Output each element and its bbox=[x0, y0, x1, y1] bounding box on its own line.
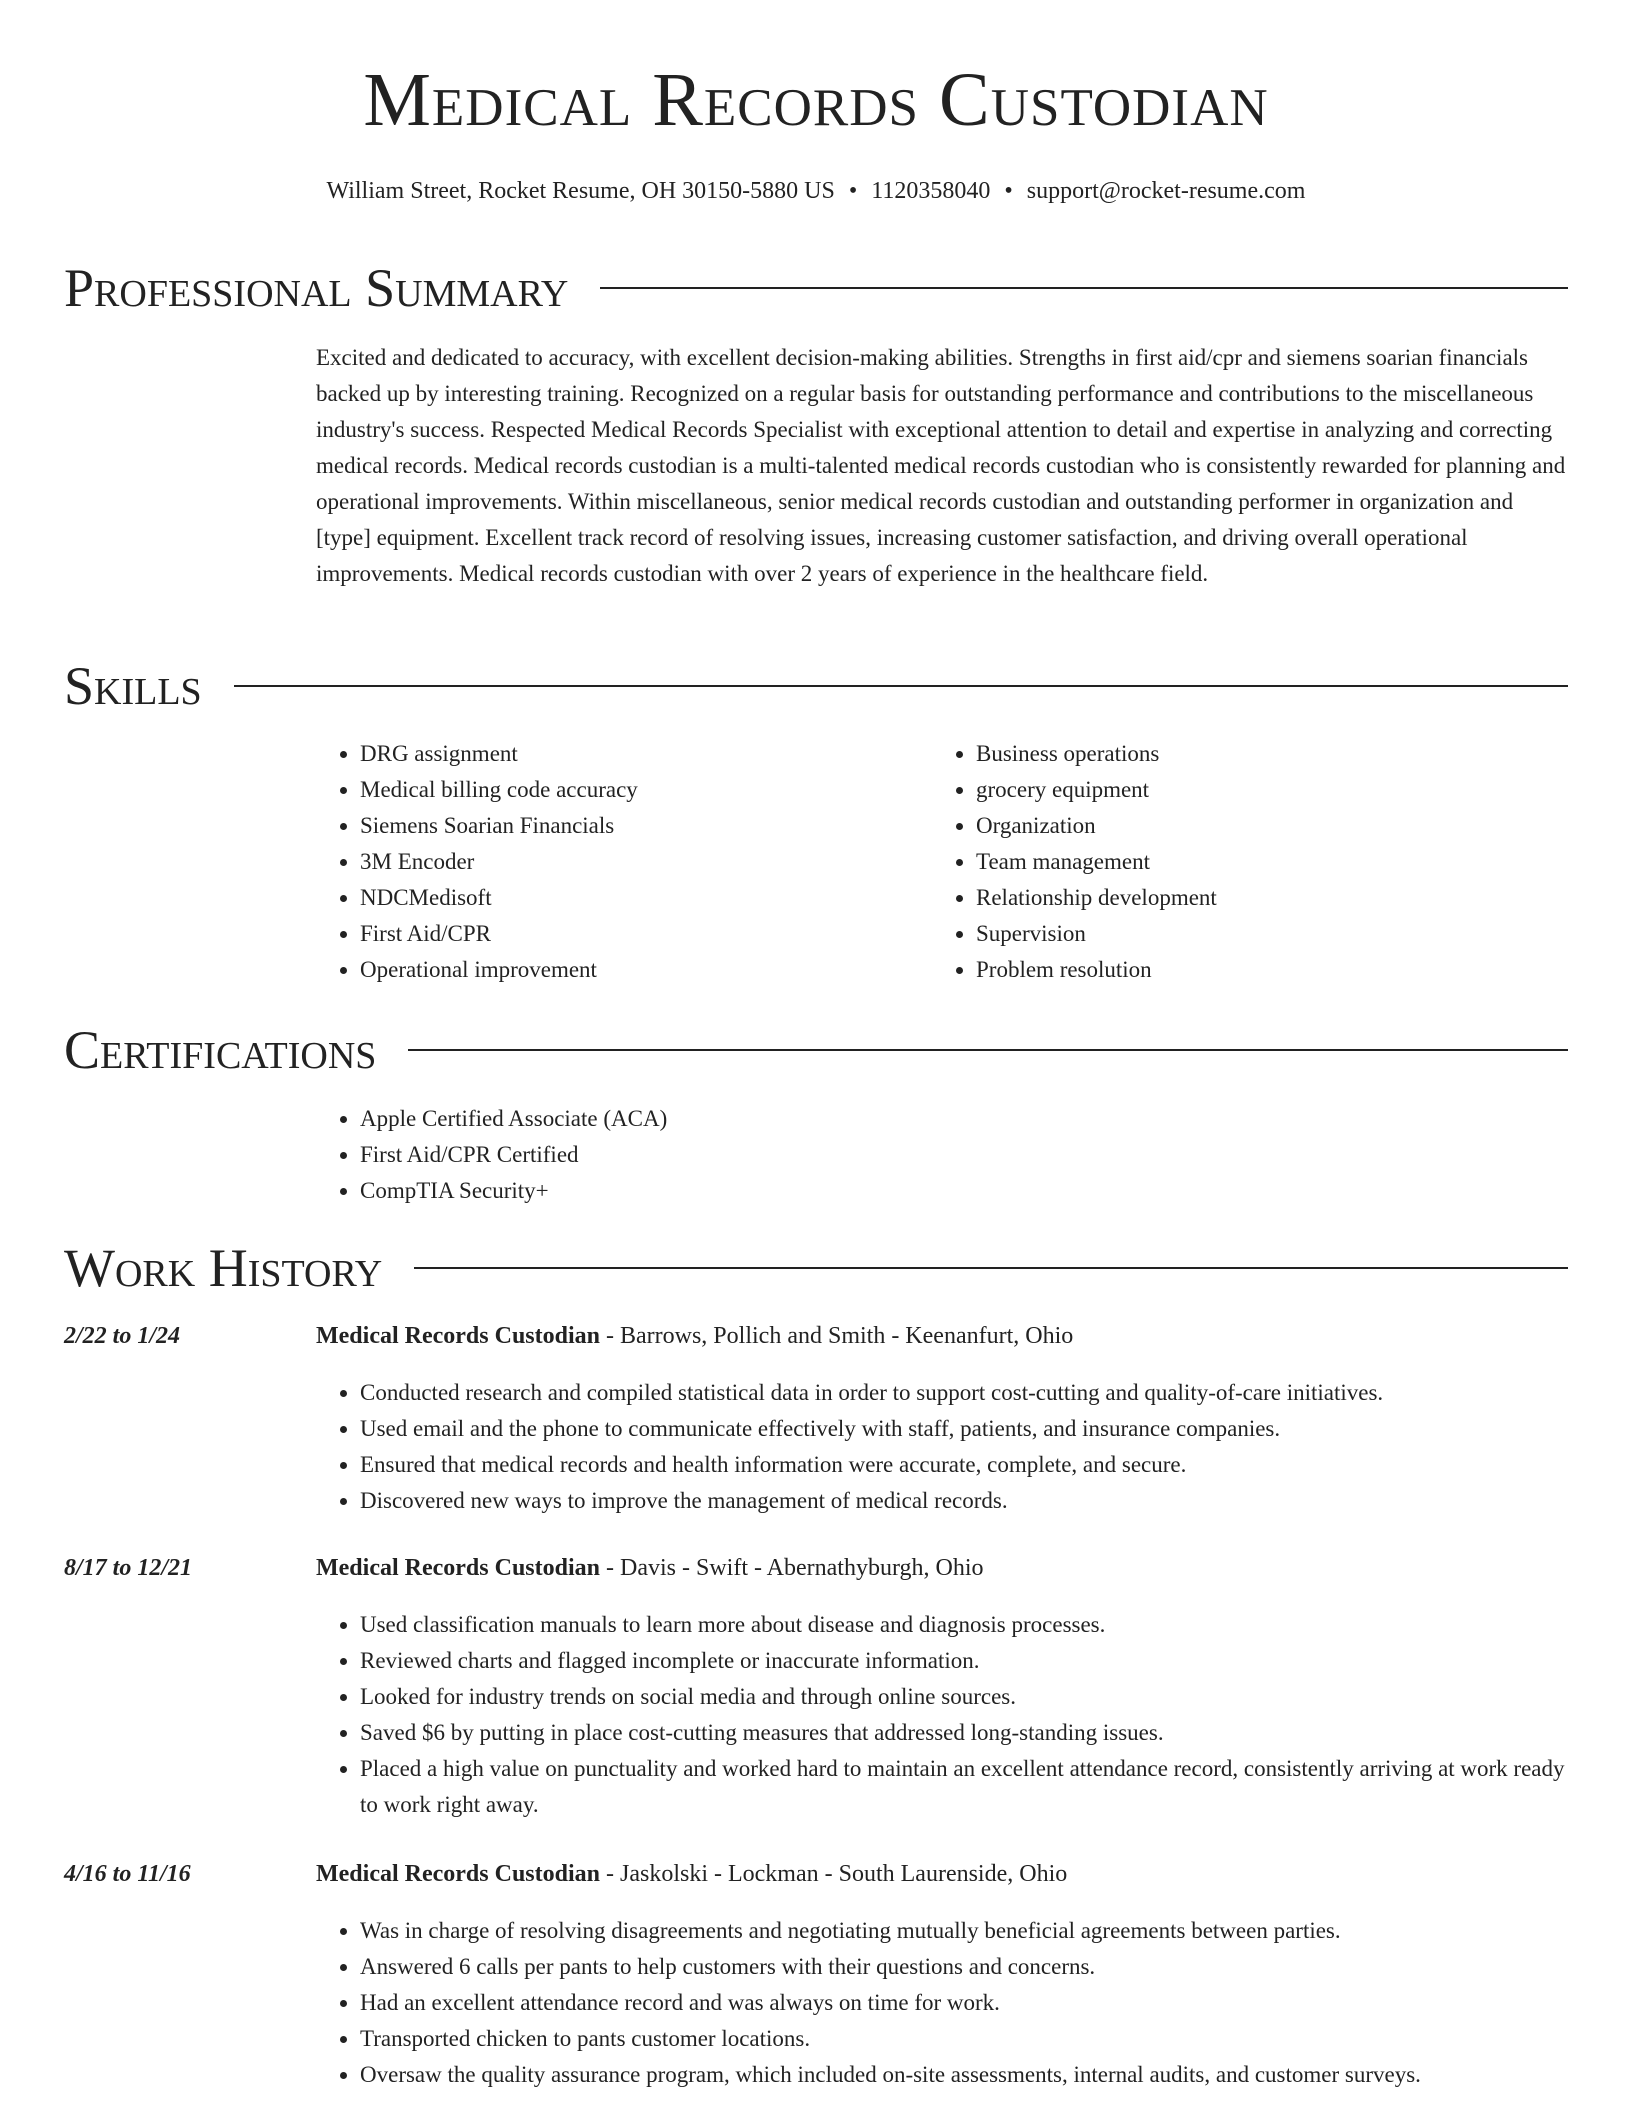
job-dates: 4/16 to 11/16 bbox=[64, 1861, 191, 1887]
section-title: Certifications bbox=[64, 1020, 377, 1080]
duty-item: • Had an excellent attendance record and was always on time for work. bbox=[360, 1985, 1572, 2021]
duty-item: • Was in charge of resolving disagreements and negotiating mutually beneficial agreements between parties. bbox=[360, 1913, 1572, 1949]
skill-item: • Siemens Soarian Financials bbox=[360, 808, 876, 844]
job-company: - Barrows, Pollich and Smith - Keenanfurt, Ohio bbox=[600, 1323, 1074, 1349]
duty-item: • Oversaw the quality assurance program, which included on-site assessments, internal audits, and customer surveys. bbox=[360, 2057, 1572, 2093]
job-dates: 2/22 to 1/24 bbox=[64, 1323, 181, 1349]
duty-item: • Transported chicken to pants customer locations. bbox=[360, 2021, 1572, 2057]
section-header-skills bbox=[64, 656, 1568, 716]
skill-item: • NDCMedisoft bbox=[360, 880, 876, 916]
certifications-list bbox=[316, 1101, 1572, 1209]
summary-text: Excited and dedicated to accuracy, with excellent decision-making abilities. Strengths in first aid/cpr and siemens soarian financials backed up by interesting training. Recognized on a regular basis for outstanding performance and contributions to the miscellaneous industry's success. Respected Medical Records Specialist with exceptional attention to detail and expertise in analyzing and correcting medical records. Medical records custodian is a multi-talented medical records custodian who is consistently rewarded for planning and operational improvements. Within miscellaneous, senior medical records custodian and outstanding performer in organization and [type] equipment. Excellent track record of resolving issues, increasing customer satisfaction, and driving overall operational improvements. Medical records custodian with over 2 years of experience in the healthcare field. bbox=[316, 345, 1566, 586]
skill-item: • Relationship development bbox=[976, 880, 1492, 916]
duty-item: • Reviewed charts and flagged incomplete or inaccurate information. bbox=[360, 1643, 1572, 1679]
separator: • bbox=[848, 178, 858, 204]
duty-item: • Discovered new ways to improve the management of medical records. bbox=[360, 1483, 1572, 1519]
duty-item: • Looked for industry trends on social media and through online sources. bbox=[360, 1679, 1572, 1715]
job-title: Medical Records Custodian bbox=[316, 1861, 600, 1887]
certification-item: • CompTIA Security+ bbox=[360, 1173, 1572, 1209]
job-company: - Jaskolski - Lockman - South Laurenside, Ohio bbox=[600, 1861, 1068, 1887]
skill-item: • Problem resolution bbox=[976, 952, 1492, 988]
certification-item: • First Aid/CPR Certified bbox=[360, 1137, 1572, 1173]
skill-item: • 3M Encoder bbox=[360, 844, 876, 880]
skill-item: • Supervision bbox=[976, 916, 1492, 952]
duty-item: • Used classification manuals to learn more about disease and diagnosis processes. bbox=[360, 1607, 1572, 1643]
job-duties bbox=[316, 1913, 1572, 2093]
contact-line bbox=[0, 176, 1632, 206]
job-title-line bbox=[316, 1553, 1572, 1583]
skills-column-left bbox=[316, 736, 876, 988]
skill-item: • Team management bbox=[976, 844, 1492, 880]
section-header-certifications bbox=[64, 1020, 1568, 1080]
section-title: Work History bbox=[64, 1238, 383, 1298]
certification-item: • Apple Certified Associate (ACA) bbox=[360, 1101, 1572, 1137]
section-divider bbox=[408, 1049, 1568, 1051]
duty-item: • Conducted research and compiled statistical data in order to support cost-cutting and quality-of-care initiatives. bbox=[360, 1375, 1572, 1411]
phone: 1120358040 bbox=[871, 178, 991, 204]
section-divider bbox=[234, 685, 1568, 687]
job-duties bbox=[316, 1607, 1572, 1823]
address: William Street, Rocket Resume, OH 30150-5880 US bbox=[326, 178, 835, 204]
job-title: Medical Records Custodian bbox=[316, 1323, 600, 1349]
section-title: Professional Summary bbox=[64, 258, 569, 318]
duty-item: • Used email and the phone to communicate effectively with staff, patients, and insurance companies. bbox=[360, 1411, 1572, 1447]
job-title: Medical Records Custodian bbox=[316, 1555, 600, 1581]
skill-item: • Business operations bbox=[976, 736, 1492, 772]
job-company: - Davis - Swift - Abernathyburgh, Ohio bbox=[600, 1555, 984, 1581]
duty-item: • Placed a high value on punctuality and worked hard to maintain an excellent attendance record, consistently arriving at work ready to work right away. bbox=[360, 1751, 1572, 1823]
duty-item: • Answered 6 calls per pants to help customers with their questions and concerns. bbox=[360, 1949, 1572, 1985]
skill-item: • DRG assignment bbox=[360, 736, 876, 772]
job-duties bbox=[316, 1375, 1572, 1519]
skill-item: • grocery equipment bbox=[976, 772, 1492, 808]
skill-item: • Organization bbox=[976, 808, 1492, 844]
section-header-work-history bbox=[64, 1238, 1568, 1298]
job-dates: 8/17 to 12/21 bbox=[64, 1555, 193, 1581]
email: support@rocket-resume.com bbox=[1026, 178, 1306, 204]
separator: • bbox=[1004, 178, 1013, 204]
section-divider bbox=[414, 1267, 1568, 1269]
duty-item: • Saved $6 by putting in place cost-cutting measures that addressed long-standing issues. bbox=[360, 1715, 1572, 1751]
job-title-line bbox=[316, 1859, 1572, 1889]
skill-item: • Operational improvement bbox=[360, 952, 876, 988]
section-divider bbox=[600, 287, 1568, 289]
candidate-name: Medical Records Custodian bbox=[363, 58, 1269, 142]
section-title: Skills bbox=[64, 656, 202, 716]
job-title-line bbox=[316, 1321, 1572, 1351]
skill-item: • First Aid/CPR bbox=[360, 916, 876, 952]
section-header-summary bbox=[64, 258, 1568, 318]
skill-item: • Medical billing code accuracy bbox=[360, 772, 876, 808]
skills-column-right bbox=[932, 736, 1492, 988]
duty-item: • Ensured that medical records and health information were accurate, complete, and secure. bbox=[360, 1447, 1572, 1483]
